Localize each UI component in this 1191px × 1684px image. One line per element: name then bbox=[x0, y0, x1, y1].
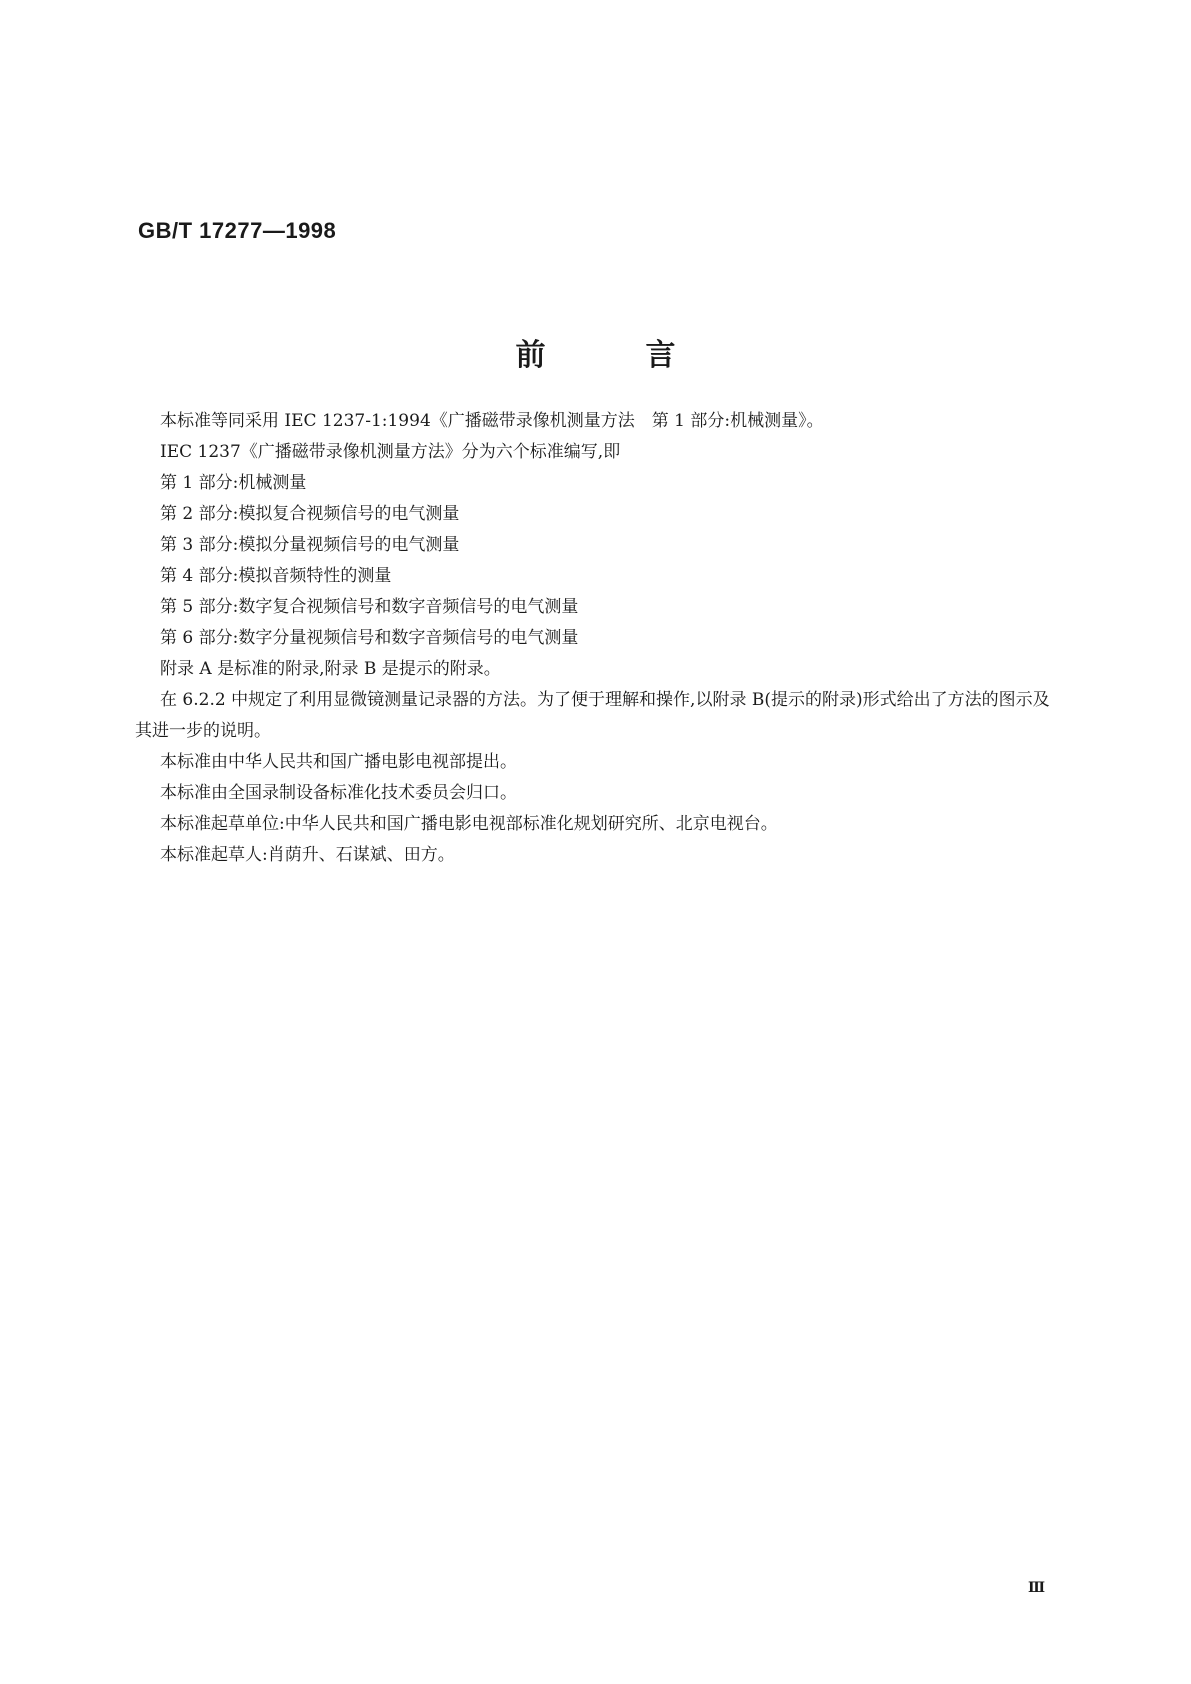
standard-code: GB/T 17277—1998 bbox=[138, 218, 337, 243]
paragraph-drafting-units: 本标准起草单位:中华人民共和国广播电影电视部标准化规划研究所、北京电视台。 bbox=[160, 814, 778, 834]
paragraph-appendix: 附录 A 是标准的附录,附录 B 是提示的附录。 bbox=[160, 659, 501, 679]
paragraph-series-intro: IEC 1237《广播磁带录像机测量方法》分为六个标准编写,即 bbox=[160, 442, 621, 462]
paragraph-drafters: 本标准起草人:肖荫升、石谋斌、田方。 bbox=[160, 845, 455, 865]
list-item-part-3: 第 3 部分:模拟分量视频信号的电气测量 bbox=[160, 535, 460, 555]
list-item-part-5: 第 5 部分:数字复合视频信号和数字音频信号的电气测量 bbox=[160, 597, 579, 617]
paragraph-adoption: 本标准等同采用 IEC 1237-1:1994《广播磁带录像机测量方法 第 1 部分:机械测量》。 bbox=[160, 411, 824, 431]
paragraph-method: 在 6.2.2 中规定了利用显微镜测量记录器的方法。为了便于理解和操作,以附录 B(提示的附录)形式给出了方法的图示及其进一步的说明。 bbox=[135, 690, 1050, 741]
page-number: Ⅲ bbox=[1028, 1580, 1046, 1596]
paragraph-centralized-by: 本标准由全国录制设备标准化技术委员会归口。 bbox=[160, 783, 517, 803]
preface-body bbox=[135, 406, 1050, 871]
list-item-part-2: 第 2 部分:模拟复合视频信号的电气测量 bbox=[160, 504, 460, 524]
list-item-part-6: 第 6 部分:数字分量视频信号和数字音频信号的电气测量 bbox=[160, 628, 579, 648]
list-item-part-4: 第 4 部分:模拟音频特性的测量 bbox=[160, 566, 392, 586]
page-title: 前言 bbox=[515, 338, 776, 373]
list-item-part-1: 第 1 部分:机械测量 bbox=[160, 473, 307, 493]
paragraph-proposed-by: 本标准由中华人民共和国广播电影电视部提出。 bbox=[160, 752, 517, 772]
